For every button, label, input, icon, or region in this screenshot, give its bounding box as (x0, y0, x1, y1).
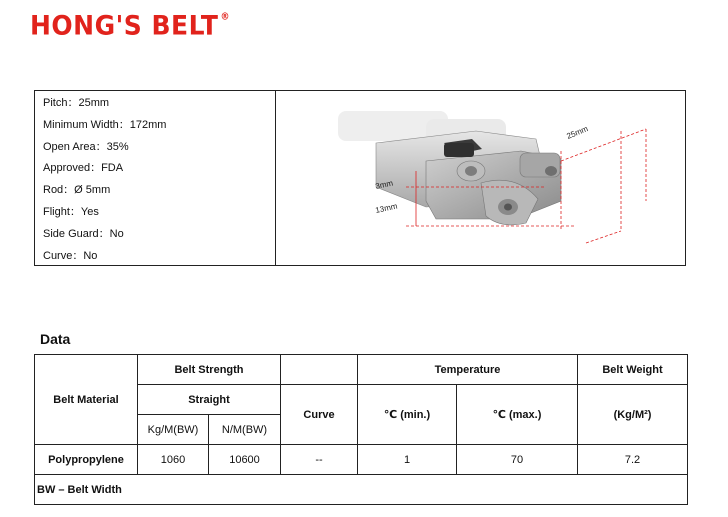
table-row (35, 445, 688, 475)
data-heading: Data (40, 331, 71, 347)
header-straight: Straight (138, 385, 281, 415)
registered-mark: ® (220, 12, 230, 23)
cell-n: 10600 (209, 445, 281, 475)
brand-logo (30, 11, 230, 40)
spec-flight: Flight：Yes (43, 205, 99, 218)
spec-rod: Rod：Ø 5mm (43, 184, 111, 197)
header-kg-unit: Kg/M(BW) (138, 415, 209, 445)
spec-open-area: Open Area：35% (43, 140, 129, 153)
header-curve: Curve (281, 385, 358, 445)
cell-kg: 1060 (138, 445, 209, 475)
spec-box (34, 90, 686, 266)
dimension-25mm: 25mm (565, 124, 590, 141)
header-belt-weight: Belt Weight (578, 355, 688, 385)
cell-tmin: 1 (358, 445, 457, 475)
header-temp-max: ℃ (max.) (457, 385, 578, 445)
header-temperature: Temperature (358, 355, 578, 385)
cell-weight: 7.2 (578, 445, 688, 475)
cell-curve: -- (281, 445, 358, 475)
header-temp-min: ℃ (min.) (358, 385, 457, 445)
belt-module-illustration (276, 91, 686, 265)
spec-list (43, 93, 166, 267)
header-belt-strength: Belt Strength (138, 355, 281, 385)
spec-approved: Approved：FDA (43, 162, 124, 175)
cell-material: Polypropylene (35, 445, 138, 475)
spec-curve: Curve：No (43, 249, 98, 262)
logo-text: HONG'S BELT (30, 10, 219, 41)
cell-tmax: 70 (457, 445, 578, 475)
dimension-3mm: 3mm (374, 178, 394, 191)
header-belt-material: Belt Material (35, 355, 138, 445)
table-footnote: BW – Belt Width (35, 475, 688, 505)
header-n-unit: N/M(BW) (209, 415, 281, 445)
header-weight-unit: (Kg/M²) (578, 385, 688, 445)
dimension-13mm: 13mm (374, 201, 399, 215)
spec-side-guard: Side Guard：No (43, 227, 124, 240)
spec-pitch: Pitch：25mm (43, 97, 110, 109)
belt-data-table (34, 354, 688, 505)
spec-min-width: Minimum Width：172mm (43, 118, 167, 131)
